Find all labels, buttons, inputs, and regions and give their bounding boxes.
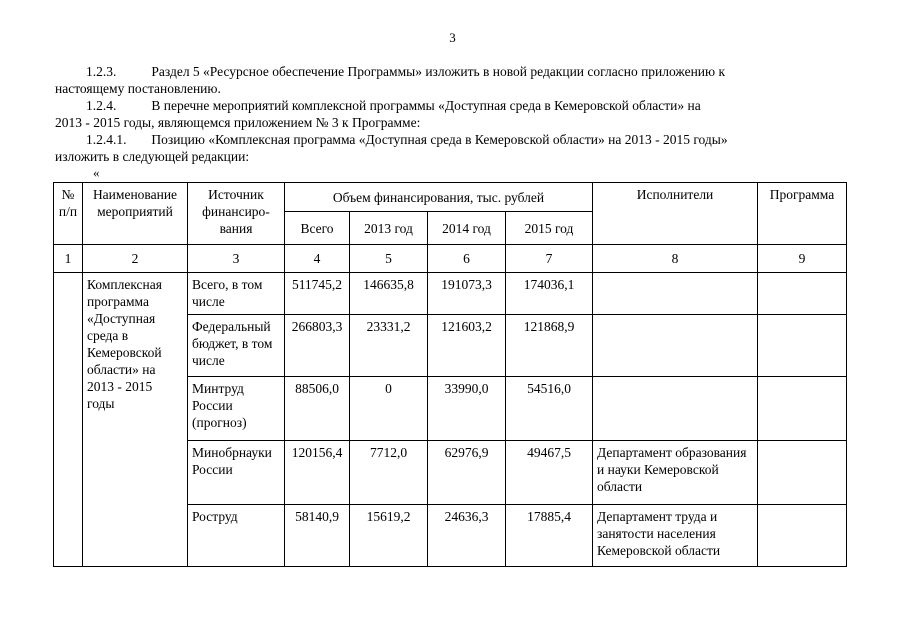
year-2015-cell: 17885,4 [506, 505, 593, 567]
header-2013: 2013 год [350, 212, 428, 245]
paragraph-continuation: 2013 - 2015 годы, являющемся приложением № 3 к Программе: [55, 115, 421, 130]
total-cell: 266803,3 [285, 315, 350, 377]
header-name: Наименование мероприятий [83, 183, 188, 245]
total-cell: 120156,4 [285, 441, 350, 505]
year-2015-cell: 174036,1 [506, 273, 593, 315]
executor-cell [593, 377, 758, 441]
header-source: Источник финансиро-вания [188, 183, 285, 245]
year-2014-cell: 121603,2 [428, 315, 506, 377]
executor-cell: Департамент труда и занятости населения Кемеровской области [593, 505, 758, 567]
year-2013-cell: 146635,8 [350, 273, 428, 315]
total-cell: 88506,0 [285, 377, 350, 441]
header-num: № п/п [54, 183, 83, 245]
year-2014-cell: 191073,3 [428, 273, 506, 315]
paragraph-continuation: изложить в следующей редакции: [55, 149, 250, 164]
opening-quote: « [93, 165, 100, 180]
paragraph-1-2-4-1 [55, 131, 850, 165]
table-row [54, 273, 847, 315]
paragraph-number: 1.2.4.1. [86, 132, 127, 147]
header-row [54, 183, 847, 212]
executor-cell [593, 273, 758, 315]
program-cell [758, 315, 847, 377]
col-number: 9 [758, 245, 847, 273]
program-cell [758, 273, 847, 315]
year-2014-cell: 62976,9 [428, 441, 506, 505]
paragraph-text: Раздел 5 «Ресурсное обеспечение Программы» изложить в новой редакции согласно приложению к [151, 64, 726, 79]
executor-cell [593, 315, 758, 377]
source-cell: Минтруд России (прогноз) [188, 377, 285, 441]
col-number: 7 [506, 245, 593, 273]
paragraph-text: В перечне мероприятий комплексной программы «Доступная среда в Кемеровской области» на [151, 98, 701, 113]
program-name-cell: Комплексная программа «Доступная среда в Кемеровской области» на 2013 - 2015 годы [83, 273, 188, 567]
total-cell: 58140,9 [285, 505, 350, 567]
col-number: 2 [83, 245, 188, 273]
header-volume: Объем финансирования, тыс. рублей [285, 183, 593, 212]
executor-cell: Департамент образования и науки Кемеровской области [593, 441, 758, 505]
total-cell: 511745,2 [285, 273, 350, 315]
paragraph-number: 1.2.3. [86, 64, 117, 79]
program-cell [758, 441, 847, 505]
col-number: 3 [188, 245, 285, 273]
financing-table [53, 182, 847, 567]
paragraph-1-2-3 [55, 63, 850, 97]
year-2013-cell: 15619,2 [350, 505, 428, 567]
source-cell: Федеральный бюджет, в том числе [188, 315, 285, 377]
program-cell [758, 505, 847, 567]
paragraph-continuation: настоящему постановлению. [55, 81, 221, 96]
year-2013-cell: 7712,0 [350, 441, 428, 505]
header-total: Всего [285, 212, 350, 245]
year-2014-cell: 33990,0 [428, 377, 506, 441]
source-cell: Минобрнауки России [188, 441, 285, 505]
header-executors: Исполнители [593, 183, 758, 245]
year-2015-cell: 49467,5 [506, 441, 593, 505]
col-number: 1 [54, 245, 83, 273]
paragraph-number: 1.2.4. [86, 98, 117, 113]
col-number: 4 [285, 245, 350, 273]
source-cell: Всего, в том числе [188, 273, 285, 315]
paragraph-text: Позицию «Комплексная программа «Доступная среда в Кемеровской области» на 2013 - 2015 годы» [151, 132, 728, 147]
year-2014-cell: 24636,3 [428, 505, 506, 567]
header-2014: 2014 год [428, 212, 506, 245]
page-number: 3 [449, 30, 456, 45]
header-2015: 2015 год [506, 212, 593, 245]
col-number: 6 [428, 245, 506, 273]
header-program: Программа [758, 183, 847, 245]
program-cell [758, 377, 847, 441]
year-2015-cell: 54516,0 [506, 377, 593, 441]
col-number: 8 [593, 245, 758, 273]
source-cell: Роструд [188, 505, 285, 567]
year-2015-cell: 121868,9 [506, 315, 593, 377]
col-number: 5 [350, 245, 428, 273]
year-2013-cell: 0 [350, 377, 428, 441]
column-number-row [54, 245, 847, 273]
row-number-cell [54, 273, 83, 567]
paragraph-1-2-4 [55, 97, 850, 131]
year-2013-cell: 23331,2 [350, 315, 428, 377]
